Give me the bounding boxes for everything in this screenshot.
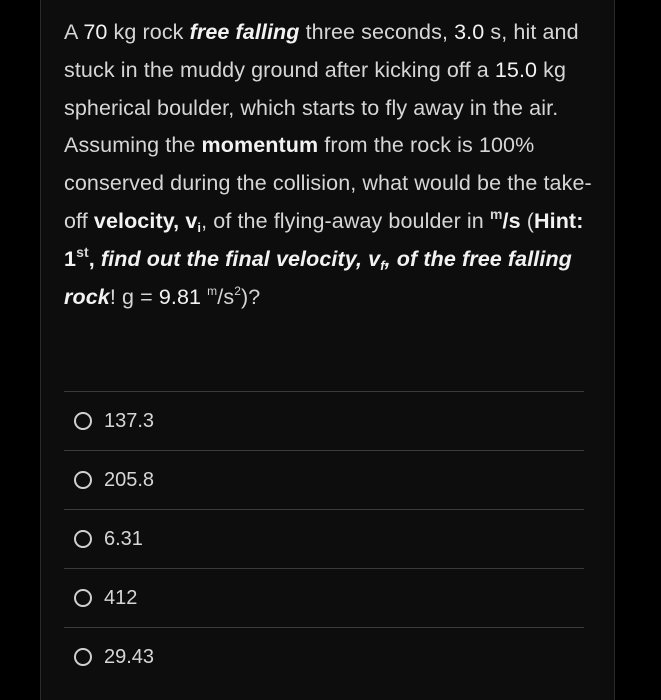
q-hint: rock bbox=[64, 284, 110, 309]
answer-option[interactable] bbox=[64, 568, 584, 627]
q-unit: /s bbox=[217, 284, 235, 309]
question-text bbox=[64, 14, 594, 316]
q-symbol: v bbox=[185, 208, 198, 233]
question-panel bbox=[40, 0, 615, 700]
q-text: ! g = bbox=[109, 284, 159, 309]
answer-option[interactable] bbox=[64, 391, 584, 450]
q-emphasis: velocity, bbox=[93, 208, 180, 233]
answer-options bbox=[64, 391, 584, 686]
q-text: hit and stuck in the muddy ground after kicking off a bbox=[64, 20, 579, 82]
q-text: ( bbox=[520, 208, 534, 233]
radio-icon[interactable] bbox=[74, 471, 92, 489]
answer-label: 29.43 bbox=[104, 645, 155, 668]
q-hint: , bbox=[88, 246, 95, 271]
radio-icon[interactable] bbox=[74, 530, 92, 548]
q-text: , of the flying-away boulder in bbox=[201, 208, 490, 233]
q-text: s, bbox=[484, 20, 508, 44]
q-emphasis: momentum bbox=[201, 133, 319, 158]
q-time: 3.0 bbox=[454, 20, 485, 44]
q-emphasis: free falling bbox=[189, 20, 300, 44]
answer-label: 412 bbox=[104, 586, 138, 609]
q-mass-boulder: 15.0 bbox=[494, 57, 538, 82]
answer-label: 205.8 bbox=[104, 468, 155, 491]
q-hint: Hint: 1 bbox=[64, 208, 584, 271]
q-text: kg spherical boulder, which starts to fly away in the air. Assuming the bbox=[64, 57, 567, 158]
q-symbol-sub: i bbox=[197, 219, 202, 235]
q-hint-sub: f bbox=[380, 257, 385, 273]
q-text: )? bbox=[241, 284, 261, 309]
answer-label: 6.31 bbox=[104, 527, 143, 550]
q-hint: find out the final velocity, v bbox=[100, 246, 381, 271]
q-unit-sup: m bbox=[489, 205, 503, 222]
q-unit-sup: m bbox=[207, 283, 218, 298]
answer-option[interactable] bbox=[64, 450, 584, 509]
q-hint: , of the free falling bbox=[384, 246, 572, 271]
answer-option[interactable] bbox=[64, 509, 584, 568]
q-hint-sup: st bbox=[76, 243, 89, 260]
answer-option[interactable] bbox=[64, 627, 584, 686]
q-mass-rock: 70 bbox=[83, 20, 108, 44]
radio-icon[interactable] bbox=[74, 648, 92, 666]
q-text: from the rock is 100% conserved during the collision, what would be the take-off bbox=[64, 133, 592, 233]
q-text: kg rock bbox=[107, 20, 190, 44]
q-text: three seconds, bbox=[299, 20, 455, 44]
q-unit-exp: 2 bbox=[234, 283, 241, 298]
q-unit: /s bbox=[502, 208, 521, 233]
q-text: A bbox=[64, 20, 84, 44]
radio-icon[interactable] bbox=[74, 412, 92, 430]
answer-label: 137.3 bbox=[104, 409, 155, 432]
q-gravity: 9.81 bbox=[158, 284, 202, 309]
radio-icon[interactable] bbox=[74, 589, 92, 607]
